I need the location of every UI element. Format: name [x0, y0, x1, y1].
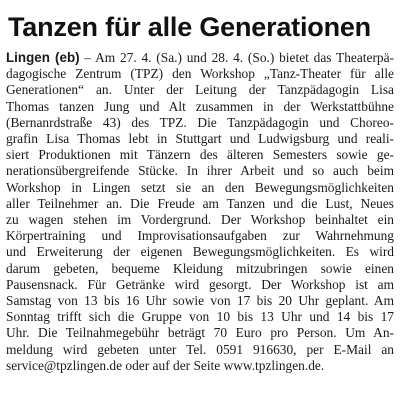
article-line: (Bernanrdstraße 43) des TPZ. Die Tanzpädagogin und Choreo-: [6, 114, 394, 130]
article-line: grafin Lisa Thomas lebt in Stuttgart und Ludwigsburg und reali-: [6, 131, 394, 147]
article-line: darum gebeten, bequeme Kleidung mitzubringen sowie einen: [6, 260, 394, 276]
article-line: [6, 50, 394, 66]
article-dateline: Lingen (eb): [6, 50, 80, 65]
article-line: dagogische Zentrum (TPZ) den Workshop „Tanz-Theater für alle: [6, 66, 394, 82]
article-line: meldung wird gebeten unter Tel. 0591 916630, per E-Mail an: [6, 341, 394, 357]
article-line: Generationen“ an. Unter der Leitung der Tanzpädagogin Lisa: [6, 82, 394, 98]
article-line: aller Teilnehmer an. Die Freude am Tanzen und die Lust, Neues: [6, 195, 394, 211]
article-line: nerationsübergreifende Stücke. In ihrer Arbeit und so auch beim: [6, 163, 394, 179]
article-line: Thomas tanzen Jung und Alt zusammen in der Werkstattbühne: [6, 98, 394, 114]
article-line: Pausensnack. Für Getränke wird gesorgt. Der Workshop ist am: [6, 276, 394, 292]
article-line-text: – Am 27. 4. (Sa.) und 28. 4. (So.) bietet das Theaterpä-: [79, 50, 395, 65]
article-headline: Tanzen für alle Generationen: [8, 12, 371, 42]
article-line: Körpertraining und Improvisationsaufgaben zur Wahrnehmung: [6, 228, 394, 244]
article-line: service@tpzlingen.de oder auf der Seite www.tpzlingen.de.: [6, 357, 325, 373]
article-line: Samstag von 13 bis 16 Uhr sowie von 17 bis 20 Uhr geplant. Am: [6, 293, 394, 309]
article-line: Uhr. Die Teilnahmegebühr beträgt 70 Euro pro Person. Um An-: [6, 325, 394, 341]
article-line: siert Produktionen mit Tänzern des älteren Semesters sowie ge-: [6, 147, 394, 163]
article-line: Sonntag trifft sich die Gruppe von 10 bis 13 Uhr und 14 bis 17: [6, 309, 394, 325]
article-line: und Erweiterung der eigenen Bewegungsmöglichkeiten. Es wird: [6, 244, 394, 260]
article-line: zu wagen stehen im Vordergrund. Der Workshop beinhaltet ein: [6, 212, 394, 228]
article-body: [6, 50, 394, 374]
article-line: Workshop in Lingen setzt sie an den Bewegungsmöglichkeiten: [6, 179, 394, 195]
